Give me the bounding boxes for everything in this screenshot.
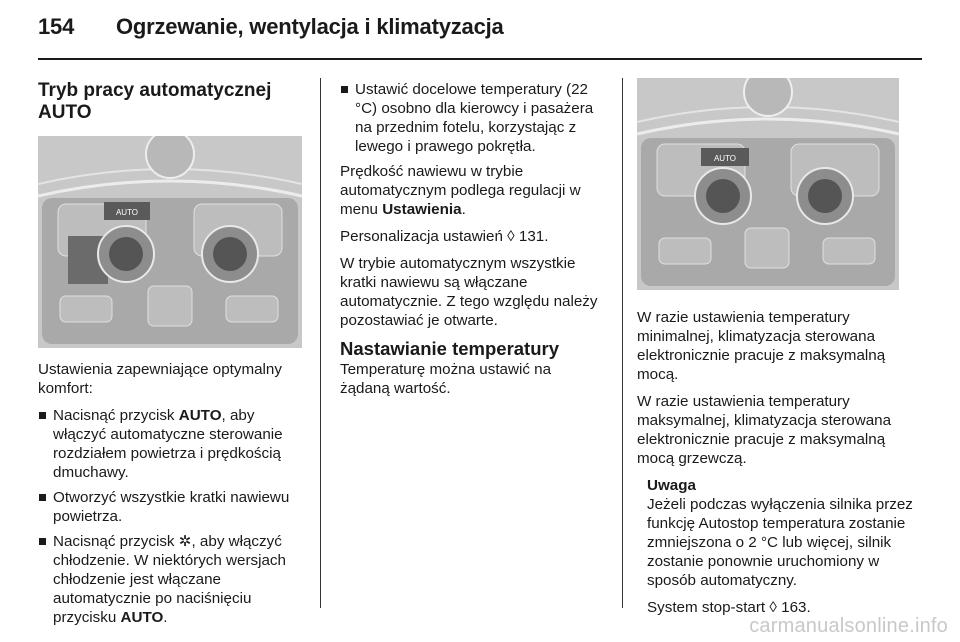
list-item [38, 406, 303, 482]
paragraph: W razie ustawienia temperatury maksymalnej, klimatyzacja sterowana elektronicznie pracuje z maksymalną mocą grzewczą. [637, 393, 892, 467]
column-divider-1 [320, 78, 321, 608]
text: Nacisnąć przycisk [53, 533, 179, 550]
page-reference: 163. [776, 599, 811, 616]
intro-text: Ustawienia zapewniające optymalny komfort: [38, 361, 282, 397]
steps-list [38, 406, 303, 627]
climate-panel-photo-right [637, 78, 899, 290]
text: Prędkość nawiewu w trybie automatycznym podlega regulacji w menu [340, 163, 581, 218]
list-item: Otworzyć wszystkie kratki nawiewu powietrza. [38, 488, 303, 526]
header-rule [38, 58, 922, 60]
list-item: Ustawić docelowe temperatury (22 °C) osobno dla kierowcy i pasażera na przednim fotelu, korzystając z lewego i prawego pokrętła. [340, 80, 605, 156]
page-reference: 131. [514, 228, 549, 245]
note-box [647, 476, 922, 617]
paragraph: W razie ustawienia temperatury minimalnej, klimatyzacja sterowana elektronicznie pracuje z maksymalną mocą. [637, 309, 886, 383]
text: , aby włączyć chłodzenie. W niektórych wersjach chłodzenie jest włączane automatycznie po naciśnięciu przycisku [53, 533, 286, 626]
column-left [38, 80, 303, 633]
page-header [38, 14, 504, 40]
column-right [637, 78, 922, 625]
climate-panel-photo-left [38, 136, 302, 348]
auto-keyword: AUTO [120, 609, 164, 626]
text: System stop-start [647, 599, 770, 616]
auto-button-label: AUTO [115, 208, 139, 217]
column-middle [340, 80, 605, 406]
paragraph: Temperaturę można ustawić na żądaną wartość. [340, 361, 552, 397]
text: Personalizacja ustawień [340, 228, 508, 245]
text: Nacisnąć przycisk [53, 407, 179, 424]
steps-list-continued [340, 80, 605, 156]
reference-arrow-icon: ◊ [507, 228, 515, 245]
auto-keyword: AUTO [178, 407, 222, 424]
list-item [38, 532, 303, 627]
snowflake-icon: ✲ [178, 533, 192, 550]
watermark: carmanualsonline.info [749, 615, 948, 637]
note-text: Jeżeli podczas wyłączenia silnika przez funkcję Autostop temperatura zostanie zmniejszona o 2 °C lub więcej, silnik zostanie ponownie uruchomiony w sposób automatyczny. [647, 496, 913, 589]
page-number: 154 [38, 14, 75, 39]
paragraph: W trybie automatycznym wszystkie kratki nawiewu są włączane automatycznie. Z tego względu należy pozostawiać je otwarte. [340, 255, 598, 329]
auto-button-label: AUTO [713, 154, 737, 163]
heading-line-1: Tryb pracy automatycznej [38, 80, 272, 101]
chapter-title: Ogrzewanie, wentylacja i klimatyzacja [116, 14, 504, 39]
text: . [461, 201, 466, 218]
note-title: Uwaga [647, 477, 696, 494]
heading-line-2: AUTO [38, 102, 92, 123]
section-heading-temperature: Nastawianie temperatury [340, 338, 560, 359]
reference-arrow-icon: ◊ [769, 599, 777, 616]
text: , aby włączyć automatyczne sterowanie rozdziałem powietrza i prędkością dmuchawy. [53, 407, 283, 481]
section-heading-auto [38, 80, 303, 124]
text: . [163, 609, 168, 626]
paragraph [340, 227, 605, 246]
column-divider-2 [622, 78, 623, 608]
paragraph [340, 162, 605, 219]
menu-name: Ustawienia [382, 201, 462, 218]
